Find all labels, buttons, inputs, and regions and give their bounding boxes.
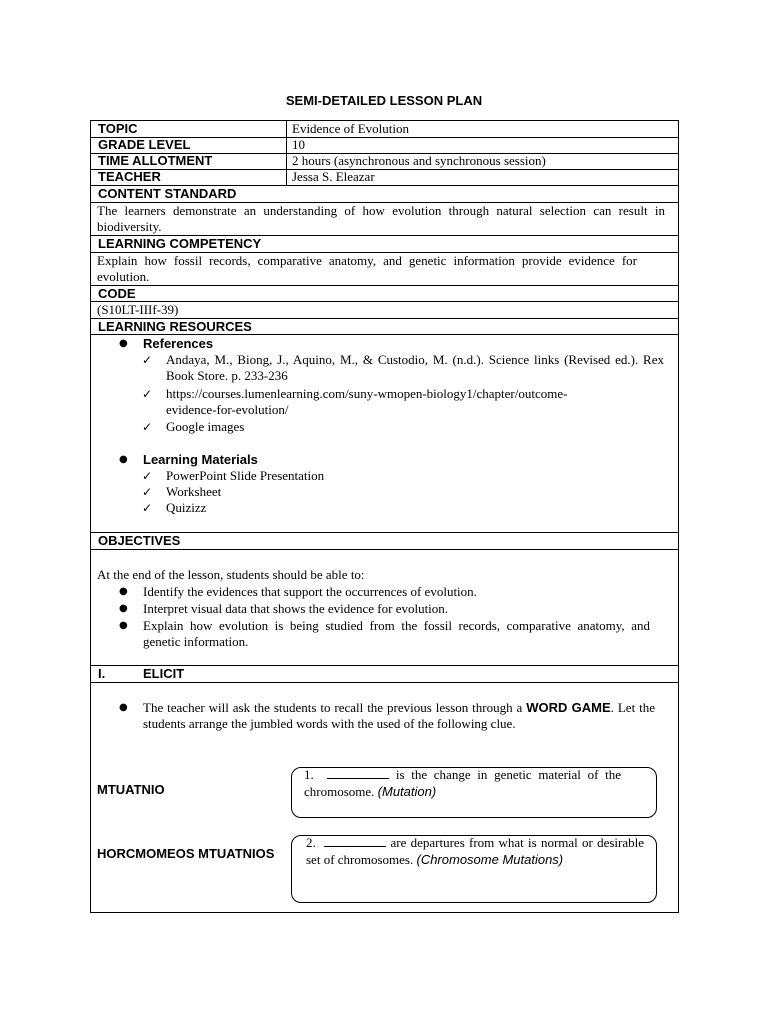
- elicit-number: I.: [98, 666, 106, 681]
- objectives-label: OBJECTIVES: [98, 533, 181, 548]
- elicit-instruction: [143, 700, 655, 732]
- topic-value: Evidence of Evolution: [292, 121, 409, 136]
- bullet-dot-icon: ●: [119, 586, 128, 597]
- jumbled-word: MTUATNIO: [97, 782, 165, 797]
- page-title: SEMI-DETAILED LESSON PLAN: [285, 93, 483, 108]
- content-standard-text: The learners demonstrate an understanding of how evolution through natural selection can result in biodiversity.: [97, 203, 665, 234]
- instruction-text: The teacher will ask the students to recall the previous lesson through a: [143, 700, 523, 715]
- material-item: Worksheet: [166, 484, 222, 499]
- learning-resources-label: LEARNING RESOURCES: [98, 319, 252, 334]
- teacher-label: TEACHER: [98, 169, 161, 184]
- instruction-text-end: . Let the students arrange the jumbled words with the used of the following clue.: [143, 700, 655, 731]
- grade-level-label: GRADE LEVEL: [98, 137, 191, 152]
- learning-competency-label: LEARNING COMPETENCY: [98, 236, 262, 251]
- checkmark-icon: ✓: [142, 387, 153, 401]
- objective-item: Explain how evolution is being studied from the fossil records, comparative anatomy, and genetic information.: [143, 618, 650, 649]
- word-game-emphasis: WORD GAME: [526, 700, 611, 715]
- reference-item: https://courses.lumenlearning.com/suny-wmopen-biology1/chapter/outcome-evidence-for-evolution/: [166, 386, 568, 417]
- answer-blank: [324, 835, 386, 847]
- topic-label: TOPIC: [98, 121, 138, 136]
- clue-number: 2.: [306, 835, 316, 850]
- objectives-intro: At the end of the lesson, students should be able to:: [97, 567, 365, 582]
- clue-number: 1.: [304, 767, 314, 782]
- checkmark-icon: ✓: [142, 485, 153, 499]
- bullet-dot-icon: ●: [119, 338, 128, 349]
- clue-text: [306, 834, 644, 868]
- bullet-dot-icon: ●: [119, 620, 128, 631]
- bullet-dot-icon: ●: [119, 454, 128, 465]
- objective-item: Interpret visual data that shows the evidence for evolution.: [143, 601, 449, 616]
- checkmark-icon: ✓: [142, 353, 153, 367]
- clue-text: [304, 766, 621, 800]
- code-value: (S10LT-IIIf-39): [97, 302, 179, 317]
- grade-level-value: 10: [292, 137, 305, 152]
- bullet-dot-icon: ●: [119, 702, 128, 713]
- objective-item: Identify the evidences that support the occurrences of evolution.: [143, 584, 477, 599]
- teacher-value: Jessa S. Eleazar: [292, 169, 375, 184]
- row-divider: [90, 285, 679, 286]
- time-allotment-label: TIME ALLOTMENT: [98, 153, 213, 168]
- bullet-dot-icon: ●: [119, 603, 128, 614]
- time-allotment-value: 2 hours (asynchronous and synchronous session): [292, 153, 546, 168]
- checkmark-icon: ✓: [142, 469, 153, 483]
- row-divider: [90, 682, 679, 683]
- jumbled-word: HORCMOMEOS MTUATNIOS: [97, 846, 275, 861]
- elicit-label: ELICIT: [143, 666, 185, 681]
- content-standard-label: CONTENT STANDARD: [98, 186, 237, 201]
- row-divider: [90, 169, 679, 170]
- references-heading: References: [143, 336, 214, 351]
- checkmark-icon: ✓: [142, 501, 153, 515]
- material-item: Quizizz: [166, 500, 207, 515]
- reference-item: Andaya, M., Biong, J., Aquino, M., & Custodio, M. (n.d.). Science links (Revised ed.). Rex Book Store. p. 233-236: [166, 352, 664, 383]
- clue-answer: (Chromosome Mutations): [416, 852, 564, 867]
- clue-description: are departures from what is normal or desirable set of chromosomes.: [306, 835, 645, 867]
- learning-materials-heading: Learning Materials: [143, 452, 258, 467]
- checkmark-icon: ✓: [142, 420, 153, 434]
- clue-description: is the change in genetic material of the chromosome.: [304, 767, 622, 799]
- material-item: PowerPoint Slide Presentation: [166, 468, 325, 483]
- code-label: CODE: [98, 286, 136, 301]
- row-divider: [90, 549, 679, 550]
- clue-answer: (Mutation): [377, 784, 437, 799]
- answer-blank: [327, 767, 389, 779]
- reference-item: Google images: [166, 419, 245, 434]
- learning-competency-text: Explain how fossil records, comparative anatomy, and genetic information provide evidence for evolution.: [97, 253, 637, 284]
